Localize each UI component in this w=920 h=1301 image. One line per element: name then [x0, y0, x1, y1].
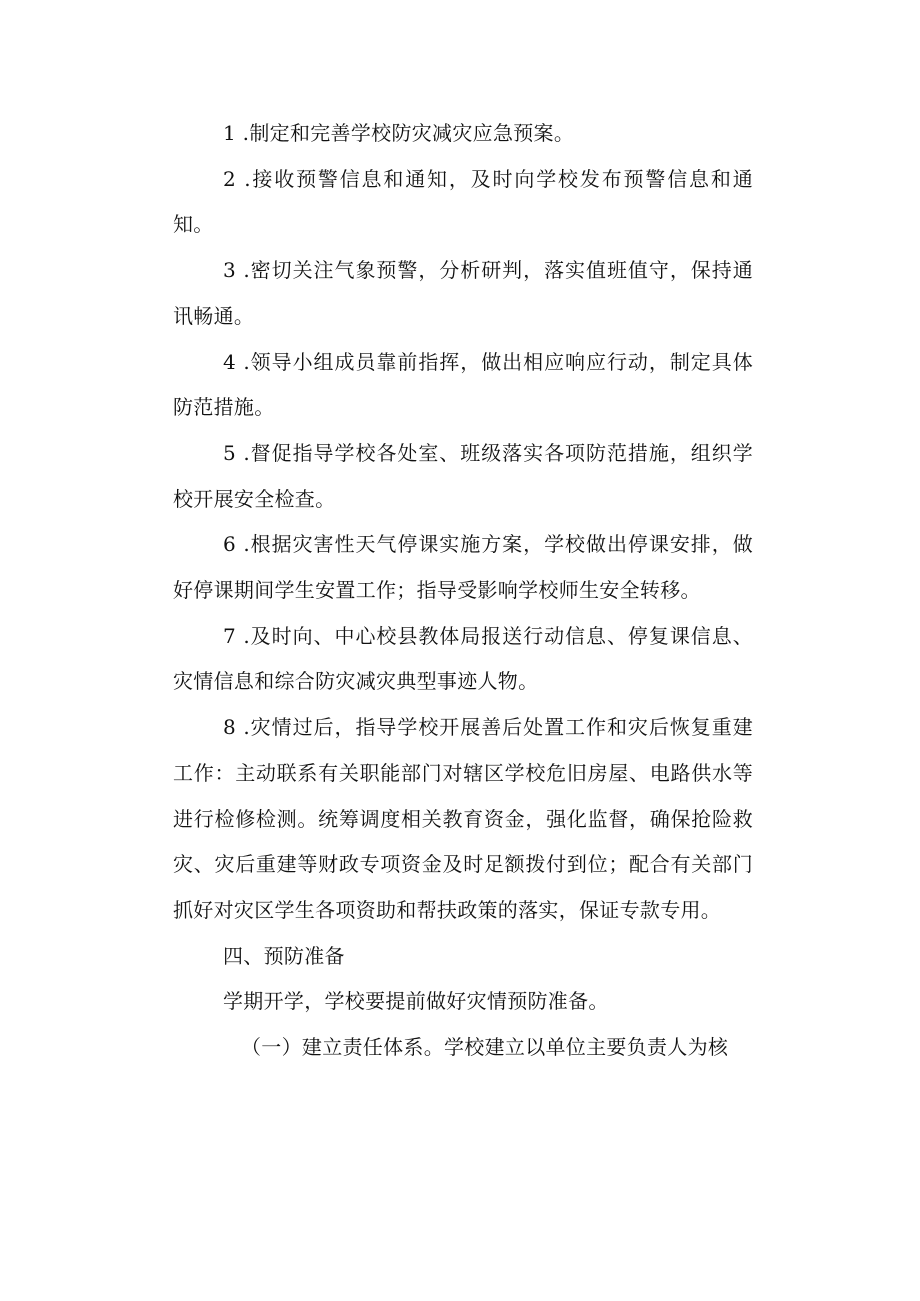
list-item-2: 2 .接收预警信息和通知，及时向学校发布预警信息和通知。 — [173, 166, 753, 237]
list-item-4: 4 .领导小组成员靠前指挥，做出相应响应行动，制定具体防范措施。 — [173, 349, 753, 420]
document-body — [173, 111, 753, 1071]
list-item-7: 7 .及时向、中心校县教体局报送行动信息、停复课信息、灾情信息和综合防灾减灾典型事迹人物。 — [173, 623, 753, 694]
list-item-5: 5 .督促指导学校各处室、班级落实各项防范措施，组织学校开展安全检查。 — [173, 440, 753, 511]
list-item-6: 6 .根据灾害性天气停课实施方案，学校做出停课安排，做好停课期间学生安置工作；指导受影响学校师生安全转移。 — [173, 532, 753, 603]
list-item-8: 8 .灾情过后，指导学校开展善后处置工作和灾后恢复重建工作：主动联系有关职能部门对辖区学校危旧房屋、电路供水等进行检修检测。统筹调度相关教育资金，强化监督，确保抢险救灾、灾后重建等财政专项资金及时足额拨付到位；配合有关部门抓好对灾区学生各项资助和帮扶政策的落实，保证专款专用。 — [173, 715, 753, 922]
subsection-paragraph: （一）建立责任体系。学校建立以单位主要负责人为核 — [241, 1035, 729, 1060]
list-item-3: 3 .密切关注气象预警，分析研判，落实值班值守，保持通讯畅通。 — [173, 258, 753, 328]
section-intro: 学期开学，学校要提前做好灾情预防准备。 — [223, 989, 609, 1014]
list-item-1: 1 .制定和完善学校防灾减灾应急预案。 — [223, 121, 575, 145]
section-heading: 四、预防准备 — [223, 943, 345, 968]
